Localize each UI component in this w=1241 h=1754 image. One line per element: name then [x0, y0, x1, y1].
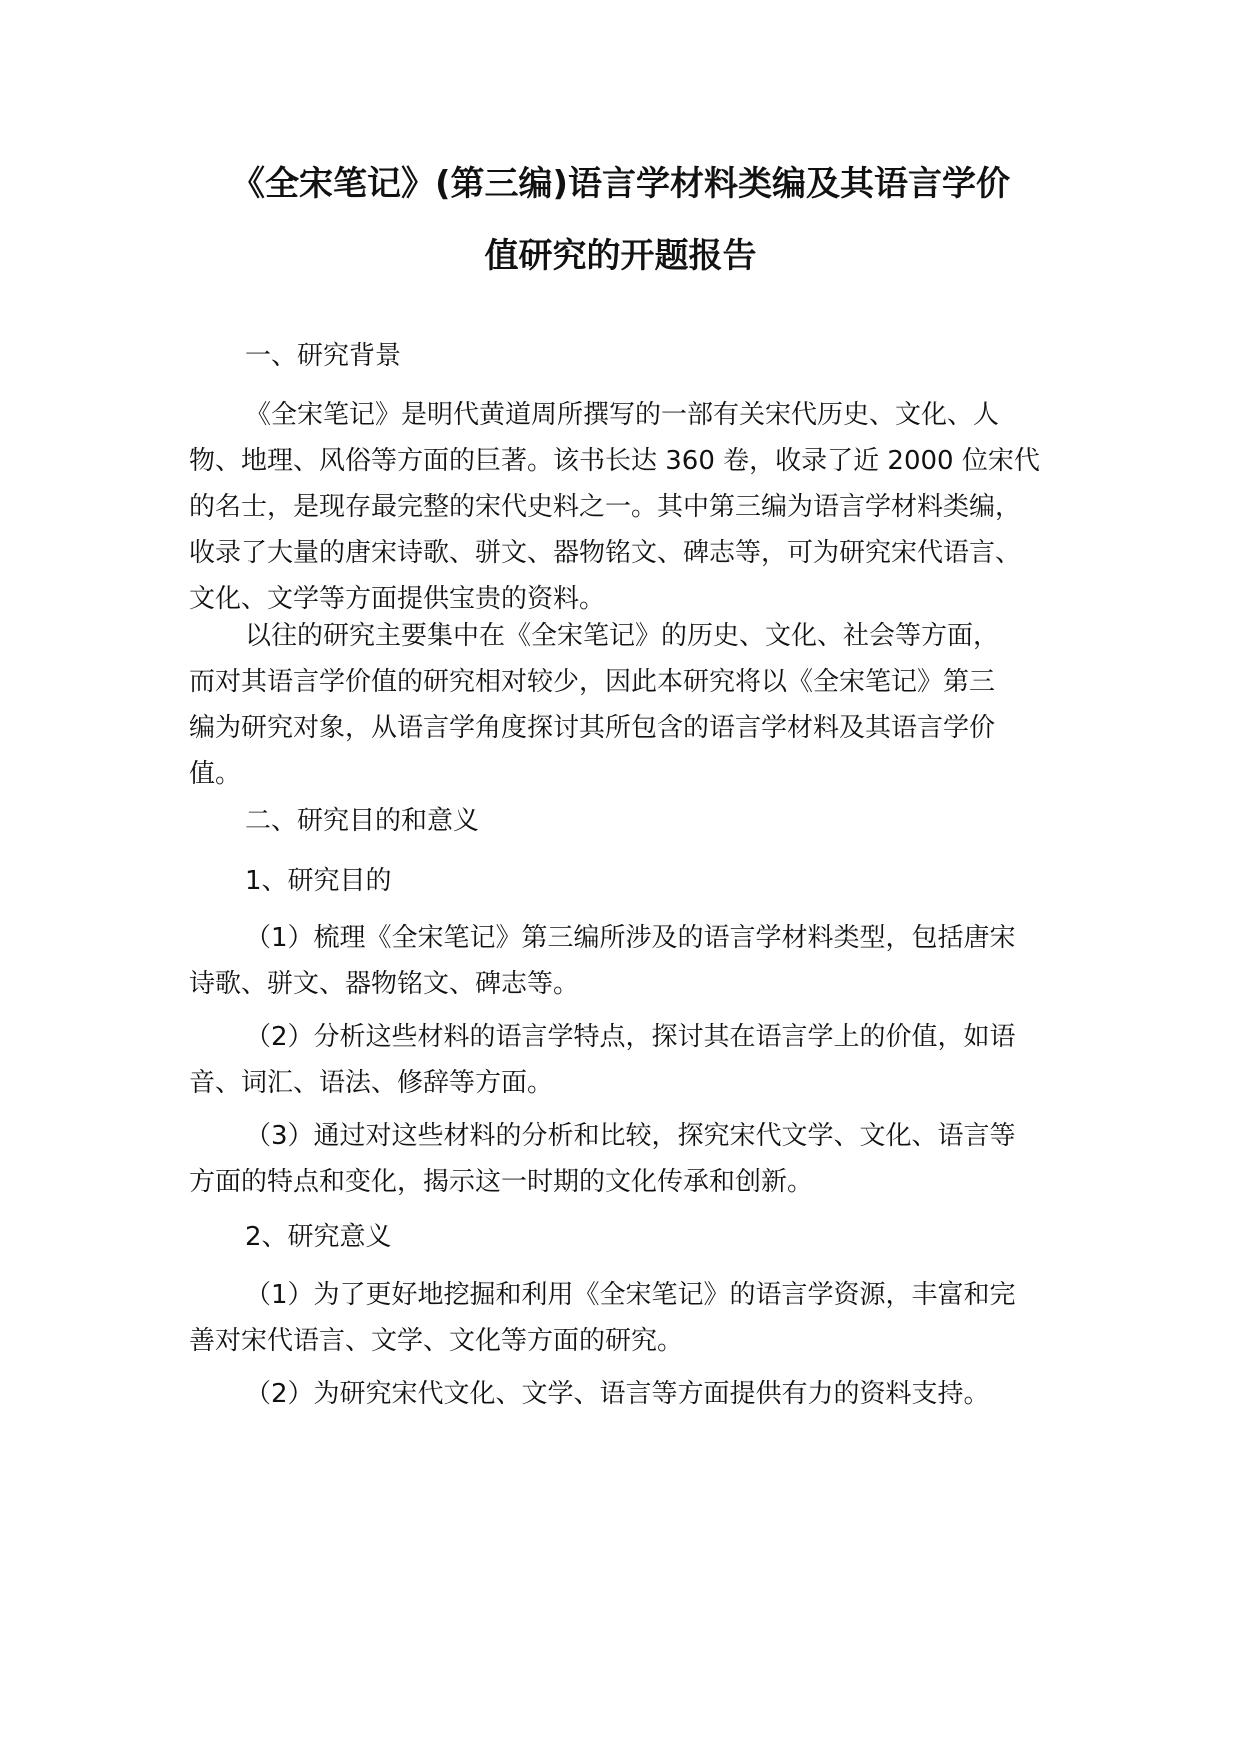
paragraph-background-1: [189, 392, 1079, 622]
list-item-purpose-1: [189, 915, 1079, 1007]
text-line: 物、地理、风俗等方面的巨著。该书长达 360 卷，收录了近 2000 位宋代: [189, 446, 1040, 476]
text-line: 的名士，是现存最完整的宋代史料之一。其中第三编为语言学材料类编，: [189, 492, 1022, 522]
text-line: 1、研究目的: [245, 866, 392, 896]
subsection-heading-significance: [189, 1214, 1079, 1260]
text-line: （1）为了更好地挖掘和利用《全宋笔记》的语言学资源，丰富和完: [245, 1280, 1016, 1310]
text-line: 值。: [189, 759, 242, 789]
text-line: （1）梳理《全宋笔记》第三编所涉及的语言学材料类型，包括唐宋: [245, 923, 1016, 953]
document-title-line-2: 值研究的开题报告: [484, 236, 757, 276]
text-line: 方面的特点和变化，揭示这一时期的文化传承和创新。: [189, 1167, 814, 1197]
subsection-heading-purpose: [189, 858, 1079, 904]
list-item-purpose-3: [189, 1113, 1079, 1205]
list-item-purpose-2: [189, 1014, 1079, 1106]
paragraph-background-2: [189, 613, 1079, 797]
text-line: 2、研究意义: [245, 1222, 392, 1252]
text-line: 文化、文学等方面提供宝贵的资料。: [189, 584, 606, 614]
text-line: 而对其语言学价值的研究相对较少，因此本研究将以《全宋笔记》第三: [189, 667, 996, 697]
text-line: 音、词汇、语法、修辞等方面。: [189, 1068, 554, 1098]
text-line: （2）为研究宋代文化、文学、语言等方面提供有力的资料支持。: [245, 1379, 990, 1409]
list-item-significance-2: [189, 1371, 1079, 1417]
text-line: 善对宋代语言、文学、文化等方面的研究。: [189, 1326, 684, 1356]
text-line: 二、研究目的和意义: [245, 806, 480, 836]
text-line: 以往的研究主要集中在《全宋笔记》的历史、文化、社会等方面，: [245, 621, 1000, 651]
text-line: （3）通过对这些材料的分析和比较，探究宋代文学、文化、语言等: [245, 1121, 1016, 1151]
text-line: 收录了大量的唐宋诗歌、骈文、器物铭文、碑志等，可为研究宋代语言、: [189, 538, 1022, 568]
text-line: 诗歌、骈文、器物铭文、碑志等。: [189, 969, 580, 999]
section-heading-purpose: [189, 798, 1079, 844]
list-item-significance-1: [189, 1272, 1079, 1364]
section-heading-background: [189, 333, 1079, 379]
document-title-line-1: 《全宋笔记》(第三编)语言学材料类编及其语言学价: [230, 164, 1011, 204]
text-line: 编为研究对象，从语言学角度探讨其所包含的语言学材料及其语言学价: [189, 713, 996, 743]
text-line: 一、研究背景: [245, 341, 402, 371]
text-line: 《全宋笔记》是明代黄道周所撰写的一部有关宋代历史、文化、人: [245, 400, 1000, 430]
text-line: （2）分析这些材料的语言学特点，探讨其在语言学上的价值，如语: [245, 1022, 1016, 1052]
